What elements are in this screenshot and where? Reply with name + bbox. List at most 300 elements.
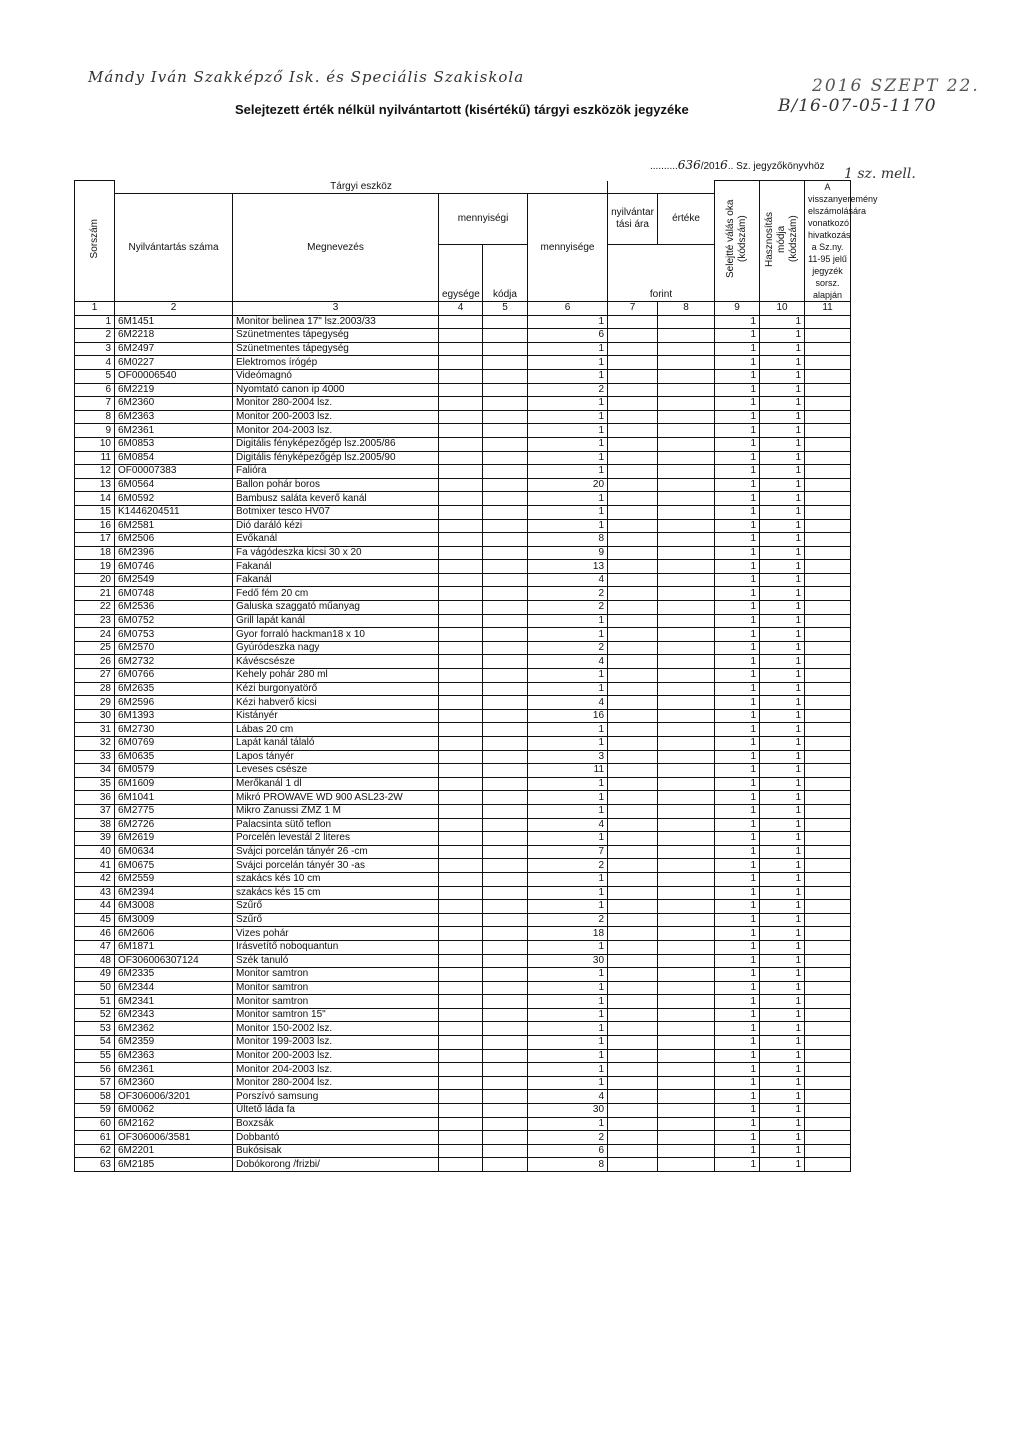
reference-cell — [805, 750, 851, 764]
row-number: 8 — [75, 410, 115, 424]
reference-cell — [805, 832, 851, 846]
table-row — [75, 1036, 851, 1050]
row-number: 20 — [75, 573, 115, 587]
unit-cell — [439, 1076, 483, 1090]
unit-code-cell — [483, 872, 528, 886]
value-cell — [658, 968, 715, 982]
table-row — [75, 872, 851, 886]
value-cell — [658, 777, 715, 791]
item-name: Lábas 20 cm — [233, 723, 439, 737]
inventory-number: 6M3009 — [115, 913, 233, 927]
unit-code-cell — [483, 1158, 528, 1172]
row-number: 51 — [75, 995, 115, 1009]
colnum-9: 9 — [715, 302, 760, 316]
value-cell — [658, 737, 715, 751]
record-price-cell — [608, 859, 658, 873]
row-number: 26 — [75, 655, 115, 669]
value-cell — [658, 1131, 715, 1145]
row-number: 12 — [75, 465, 115, 479]
colnum-5: 5 — [483, 302, 528, 316]
item-name: Írásvetítő noboquantun — [233, 940, 439, 954]
record-price-cell — [608, 465, 658, 479]
item-name: Evőkanál — [233, 533, 439, 547]
unit-code-cell — [483, 1144, 528, 1158]
reference-cell — [805, 383, 851, 397]
row-number: 2 — [75, 329, 115, 343]
inventory-number: 6M1609 — [115, 777, 233, 791]
row-number: 55 — [75, 1049, 115, 1063]
inventory-number: 6M0675 — [115, 859, 233, 873]
table-row — [75, 573, 851, 587]
item-name: Dió daráló kézi — [233, 519, 439, 533]
utilization-code: 1 — [760, 1144, 805, 1158]
row-number: 56 — [75, 1063, 115, 1077]
table-row — [75, 845, 851, 859]
reason-code: 1 — [715, 1158, 760, 1172]
record-price-cell — [608, 954, 658, 968]
row-number: 44 — [75, 900, 115, 914]
utilization-code: 1 — [760, 791, 805, 805]
reason-code: 1 — [715, 777, 760, 791]
record-price-cell — [608, 669, 658, 683]
utilization-code: 1 — [760, 804, 805, 818]
reference-cell — [805, 614, 851, 628]
reference-cell — [805, 1036, 851, 1050]
inventory-number: 6M0564 — [115, 478, 233, 492]
record-price-cell — [608, 913, 658, 927]
utilization-code: 1 — [760, 451, 805, 465]
item-name: Dobókorong /frizbi/ — [233, 1158, 439, 1172]
unit-cell — [439, 900, 483, 914]
utilization-code: 1 — [760, 1036, 805, 1050]
value-cell — [658, 818, 715, 832]
value-cell — [658, 315, 715, 329]
record-price-cell — [608, 519, 658, 533]
inventory-number: 6M2619 — [115, 832, 233, 846]
record-price-cell — [608, 1117, 658, 1131]
table-row — [75, 614, 851, 628]
table-row — [75, 1022, 851, 1036]
reference-cell — [805, 682, 851, 696]
item-name: Svájci porcelán tányér 26 -cm — [233, 845, 439, 859]
inventory-number: 6M2363 — [115, 1049, 233, 1063]
item-name: Leveses csésze — [233, 764, 439, 778]
inventory-number: 6M0062 — [115, 1104, 233, 1118]
utilization-code: 1 — [760, 1117, 805, 1131]
row-number: 5 — [75, 369, 115, 383]
quantity: 30 — [528, 1104, 608, 1118]
quantity: 1 — [528, 737, 608, 751]
unit-cell — [439, 478, 483, 492]
value-cell — [658, 1049, 715, 1063]
reference-cell — [805, 1076, 851, 1090]
reference-cell — [805, 519, 851, 533]
value-cell — [658, 424, 715, 438]
table-row — [75, 709, 851, 723]
value-cell — [658, 981, 715, 995]
record-price-cell — [608, 981, 658, 995]
item-name: Videómagnó — [233, 369, 439, 383]
inventory-number: 6M0853 — [115, 437, 233, 451]
record-price-cell — [608, 968, 658, 982]
header-erteke: értéke — [658, 194, 715, 244]
ledger-number-handwritten: 636 — [677, 158, 701, 172]
item-name: Monitor belinea 17" lsz.2003/33 — [233, 315, 439, 329]
reason-code: 1 — [715, 872, 760, 886]
utilization-code: 1 — [760, 1104, 805, 1118]
table-row — [75, 737, 851, 751]
quantity: 1 — [528, 1117, 608, 1131]
unit-code-cell — [483, 601, 528, 615]
item-name: Monitor 150-2002 lsz. — [233, 1022, 439, 1036]
quantity: 1 — [528, 981, 608, 995]
quantity: 2 — [528, 1131, 608, 1145]
unit-code-cell — [483, 533, 528, 547]
quantity: 6 — [528, 1144, 608, 1158]
quantity: 8 — [528, 533, 608, 547]
inventory-number: 6M2361 — [115, 424, 233, 438]
unit-code-cell — [483, 587, 528, 601]
quantity: 30 — [528, 954, 608, 968]
inventory-number: 6M0746 — [115, 560, 233, 574]
reason-code: 1 — [715, 369, 760, 383]
unit-code-cell — [483, 859, 528, 873]
record-price-cell — [608, 995, 658, 1009]
row-number: 16 — [75, 519, 115, 533]
item-name: Monitor 200-2003 lsz. — [233, 410, 439, 424]
reference-cell — [805, 913, 851, 927]
reason-code: 1 — [715, 1104, 760, 1118]
unit-code-cell — [483, 465, 528, 479]
inventory-number: 6M0854 — [115, 451, 233, 465]
unit-code-cell — [483, 900, 528, 914]
unit-cell — [439, 1104, 483, 1118]
reference-cell — [805, 329, 851, 343]
unit-cell — [439, 587, 483, 601]
unit-code-cell — [483, 356, 528, 370]
reference-cell — [805, 410, 851, 424]
reference-cell — [805, 1063, 851, 1077]
unit-cell — [439, 1022, 483, 1036]
unit-cell — [439, 940, 483, 954]
unit-cell — [439, 696, 483, 710]
unit-code-cell — [483, 818, 528, 832]
item-name: Monitor samtron 15" — [233, 1008, 439, 1022]
reason-code: 1 — [715, 315, 760, 329]
quantity: 9 — [528, 546, 608, 560]
item-name: Szűrő — [233, 913, 439, 927]
record-price-cell — [608, 424, 658, 438]
reference-cell — [805, 709, 851, 723]
unit-code-cell — [483, 886, 528, 900]
reference-cell — [805, 791, 851, 805]
unit-code-cell — [483, 764, 528, 778]
table-row — [75, 465, 851, 479]
unit-cell — [439, 492, 483, 506]
document-title: Selejtezett érték nélkül nyilvántartott (kisértékű) tárgyi eszközök jegyzéke — [235, 102, 689, 117]
value-cell — [658, 723, 715, 737]
table-row — [75, 560, 851, 574]
value-cell — [658, 451, 715, 465]
unit-code-cell — [483, 845, 528, 859]
utilization-code: 1 — [760, 641, 805, 655]
unit-code-cell — [483, 954, 528, 968]
inventory-number: 6M1041 — [115, 791, 233, 805]
record-price-cell — [608, 900, 658, 914]
unit-cell — [439, 546, 483, 560]
row-number: 19 — [75, 560, 115, 574]
unit-cell — [439, 859, 483, 873]
record-price-cell — [608, 601, 658, 615]
value-cell — [658, 886, 715, 900]
reference-cell — [805, 981, 851, 995]
reason-code: 1 — [715, 424, 760, 438]
reference-cell — [805, 927, 851, 941]
reason-code: 1 — [715, 804, 760, 818]
table-row — [75, 655, 851, 669]
utilization-code: 1 — [760, 750, 805, 764]
inventory-number: 6M0634 — [115, 845, 233, 859]
reference-cell — [805, 641, 851, 655]
value-cell — [658, 383, 715, 397]
reason-code: 1 — [715, 356, 760, 370]
reference-cell — [805, 1049, 851, 1063]
reference-cell — [805, 968, 851, 982]
utilization-code: 1 — [760, 614, 805, 628]
utilization-code: 1 — [760, 995, 805, 1009]
unit-cell — [439, 737, 483, 751]
quantity: 1 — [528, 1076, 608, 1090]
quantity: 4 — [528, 655, 608, 669]
quantity: 1 — [528, 872, 608, 886]
table-row — [75, 451, 851, 465]
inventory-number: K1446204511 — [115, 505, 233, 519]
inventory-number: 6M2363 — [115, 410, 233, 424]
header-targyi-eszkoz: Tárgyi eszköz — [115, 181, 608, 194]
row-number: 45 — [75, 913, 115, 927]
unit-cell — [439, 369, 483, 383]
inventory-number: 6M0766 — [115, 669, 233, 683]
item-name: Kistányér — [233, 709, 439, 723]
ledger-label: .. Sz. jegyzőkönyvhöz — [727, 161, 825, 172]
record-price-cell — [608, 737, 658, 751]
item-name: Vizes pohár — [233, 927, 439, 941]
quantity: 1 — [528, 1063, 608, 1077]
reason-code: 1 — [715, 655, 760, 669]
value-cell — [658, 655, 715, 669]
reason-code: 1 — [715, 1076, 760, 1090]
row-number: 42 — [75, 872, 115, 886]
record-price-cell — [608, 1158, 658, 1172]
inventory-table — [74, 180, 878, 1172]
utilization-code: 1 — [760, 1008, 805, 1022]
colnum-10: 10 — [760, 302, 805, 316]
table-row — [75, 968, 851, 982]
item-name: Palacsinta sütő teflon — [233, 818, 439, 832]
table-row — [75, 940, 851, 954]
utilization-code: 1 — [760, 465, 805, 479]
record-price-cell — [608, 1104, 658, 1118]
reference-cell — [805, 804, 851, 818]
row-number: 52 — [75, 1008, 115, 1022]
reference-cell — [805, 478, 851, 492]
record-price-cell — [608, 927, 658, 941]
row-number: 4 — [75, 356, 115, 370]
row-number: 21 — [75, 587, 115, 601]
value-cell — [658, 1076, 715, 1090]
record-price-cell — [608, 410, 658, 424]
row-number: 49 — [75, 968, 115, 982]
value-cell — [658, 519, 715, 533]
value-cell — [658, 940, 715, 954]
utilization-code: 1 — [760, 777, 805, 791]
reason-code: 1 — [715, 601, 760, 615]
table-row — [75, 981, 851, 995]
row-number: 29 — [75, 696, 115, 710]
table-row — [75, 764, 851, 778]
record-price-cell — [608, 1063, 658, 1077]
quantity: 1 — [528, 315, 608, 329]
unit-cell — [439, 804, 483, 818]
value-cell — [658, 764, 715, 778]
unit-code-cell — [483, 1090, 528, 1104]
header-sorszam: Sorszám — [75, 181, 115, 302]
unit-code-cell — [483, 1049, 528, 1063]
table-row — [75, 777, 851, 791]
inventory-number: 6M0769 — [115, 737, 233, 751]
inventory-number: 6M0579 — [115, 764, 233, 778]
row-number: 6 — [75, 383, 115, 397]
row-number: 62 — [75, 1144, 115, 1158]
table-row — [75, 750, 851, 764]
header-hasznositas: Hasznosítás módja (kódszám) — [760, 181, 805, 302]
row-number: 24 — [75, 628, 115, 642]
row-number: 31 — [75, 723, 115, 737]
value-cell — [658, 533, 715, 547]
unit-cell — [439, 872, 483, 886]
quantity: 1 — [528, 505, 608, 519]
inventory-number: 6M0227 — [115, 356, 233, 370]
unit-code-cell — [483, 1063, 528, 1077]
reference-cell — [805, 1144, 851, 1158]
unit-cell — [439, 791, 483, 805]
record-price-cell — [608, 492, 658, 506]
inventory-number: 6M2185 — [115, 1158, 233, 1172]
utilization-code: 1 — [760, 927, 805, 941]
unit-code-cell — [483, 424, 528, 438]
value-cell — [658, 397, 715, 411]
unit-code-cell — [483, 383, 528, 397]
item-name: Monitor 280-2004 lsz. — [233, 397, 439, 411]
unit-code-cell — [483, 940, 528, 954]
unit-code-cell — [483, 505, 528, 519]
quantity: 4 — [528, 696, 608, 710]
item-name: Digitális fényképezőgép lsz.2005/90 — [233, 451, 439, 465]
item-name: Gyor forraló hackman18 x 10 — [233, 628, 439, 642]
inventory-rows — [75, 315, 851, 1171]
unit-cell — [439, 886, 483, 900]
reference-cell — [805, 573, 851, 587]
item-name: Bukósisak — [233, 1144, 439, 1158]
reason-code: 1 — [715, 1117, 760, 1131]
unit-cell — [439, 397, 483, 411]
row-number: 13 — [75, 478, 115, 492]
inventory-number: 6M2360 — [115, 397, 233, 411]
unit-cell — [439, 682, 483, 696]
reference-cell — [805, 546, 851, 560]
unit-cell — [439, 669, 483, 683]
quantity: 8 — [528, 1158, 608, 1172]
table-row — [75, 669, 851, 683]
colnum-4: 4 — [439, 302, 483, 316]
reason-code: 1 — [715, 587, 760, 601]
value-cell — [658, 696, 715, 710]
record-price-cell — [608, 696, 658, 710]
item-name: Szünetmentes tápegység — [233, 329, 439, 343]
reference-cell — [805, 342, 851, 356]
utilization-code: 1 — [760, 437, 805, 451]
utilization-code: 1 — [760, 329, 805, 343]
item-name: Grill lapát kanál — [233, 614, 439, 628]
record-price-cell — [608, 1008, 658, 1022]
value-cell — [658, 1158, 715, 1172]
quantity: 1 — [528, 451, 608, 465]
ledger-year-handwritten: 6 — [720, 158, 728, 172]
item-name: Monitor samtron — [233, 995, 439, 1009]
record-price-cell — [608, 1076, 658, 1090]
utilization-code: 1 — [760, 369, 805, 383]
record-price-cell — [608, 723, 658, 737]
table-row — [75, 886, 851, 900]
quantity: 1 — [528, 519, 608, 533]
quantity: 18 — [528, 927, 608, 941]
unit-cell — [439, 641, 483, 655]
unit-cell — [439, 1117, 483, 1131]
header-selejtezes-oka: Selejtté válás oka (kódszám) — [715, 181, 760, 302]
item-name: Kézi burgonyatörő — [233, 682, 439, 696]
header-kodja: kódja — [483, 244, 528, 301]
table-row — [75, 927, 851, 941]
record-price-cell — [608, 641, 658, 655]
item-name: Mikró PROWAVE WD 900 ASL23-2W — [233, 791, 439, 805]
quantity: 1 — [528, 1008, 608, 1022]
unit-cell — [439, 818, 483, 832]
utilization-code: 1 — [760, 560, 805, 574]
reference-cell — [805, 1022, 851, 1036]
row-number: 47 — [75, 940, 115, 954]
table-row — [75, 1144, 851, 1158]
row-number: 38 — [75, 818, 115, 832]
quantity: 1 — [528, 369, 608, 383]
colnum-1: 1 — [75, 302, 115, 316]
header-nyilvantartasi-ara: nyilvántar tási ára — [608, 194, 658, 244]
row-number: 37 — [75, 804, 115, 818]
record-price-cell — [608, 329, 658, 343]
inventory-number: OF306006307124 — [115, 954, 233, 968]
unit-code-cell — [483, 342, 528, 356]
inventory-number: 6M2219 — [115, 383, 233, 397]
inventory-number: 6M2506 — [115, 533, 233, 547]
table-row — [75, 533, 851, 547]
utilization-code: 1 — [760, 1090, 805, 1104]
table-row — [75, 519, 851, 533]
value-cell — [658, 560, 715, 574]
table-row — [75, 478, 851, 492]
received-stamp-date: 2016 SZEPT 22. — [812, 76, 980, 96]
reason-code: 1 — [715, 832, 760, 846]
row-number: 34 — [75, 764, 115, 778]
value-cell — [658, 465, 715, 479]
